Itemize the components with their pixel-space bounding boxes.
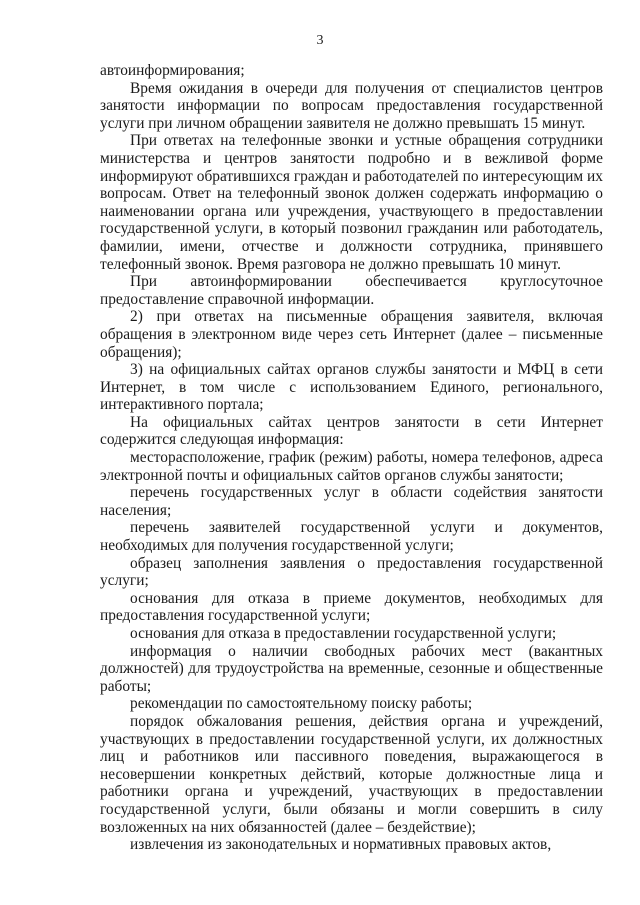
list-item-vacancies: информация о наличии свободных рабочих мест (вакантных должностей) для трудоустройства на временные, сезонные и общественные работы; [100, 642, 603, 695]
list-item-applicants-documents: перечень заявителей государственной услуги и документов, необходимых для получения государственной услуги; [100, 519, 603, 555]
list-item-appeal-procedure: порядок обжалования решения, действия органа и учреждений, участвующих в предоставлении государственной услуги, их должностных лиц и работников или пассивного поведения, выражающегося в несовершении конкретных действий, которые должностные лица и работники органа и учреждений, участвующих в предоставлении государственной услуги, были обязаны и могли совершить в силу возложенных на них обязанностей (далее – бездействие); [100, 712, 603, 836]
list-item-job-search-tips: рекомендации по самостоятельному поиску работы; [130, 695, 473, 713]
paragraph-autoinforming-tail: автоинформирования; [100, 62, 245, 79]
list-item-refusal-documents: основания для отказа в приеме документов, необходимых для предоставления государственной услуги; [100, 589, 603, 625]
paragraph-autoinforming: При автоинформировании обеспечивается круглосуточное предоставление справочной информации. [100, 273, 603, 308]
paragraph-waiting-time: Время ожидания в очереди для получения от специалистов центров занятости информации по вопросам предоставления государственной услуги при личном обращении заявителя не должно превышать 15 минут. [100, 79, 603, 132]
paragraph-written-requests: 2) при ответах на письменные обращения заявителя, включая обращения в электронном виде через сеть Интернет (далее – письменные обращения); [100, 308, 603, 361]
paragraph-phone-answers: При ответах на телефонные звонки и устные обращения сотрудники министерства и центров занятости подробно и в вежливой форме информируют обратившихся граждан и работодателей по интересующим их вопросам. Ответ на телефонный звонок должен содержать информацию о наименовании органа или учреждения, участвующего в предоставлении государственной услуги, в который позвонил гражданин или работодатель, фамилии, имени, отчестве и должности сотрудника, принявшего телефонный звонок. Время разговора не должно превышать 10 минут. [100, 132, 603, 273]
paragraph-sites-contain: На официальных сайтах центров занятости в сети Интернет содержится следующая информация: [100, 413, 603, 449]
document-body [100, 62, 603, 854]
list-item-application-sample: образец заполнения заявления о предоставления государственной услуги; [100, 554, 603, 590]
paragraph-official-sites: 3) на официальных сайтах органов службы занятости и МФЦ в сети Интернет, в том числе с использованием Единого, регионального, интерактивного портала; [100, 361, 603, 414]
list-item-services-list: перечень государственных услуг в области содействия занятости населения; [100, 484, 603, 519]
list-item-location-schedule: месторасположение, график (режим) работы, номера телефонов, адреса электронной почты и официальных сайтов органов службы занятости; [100, 449, 603, 484]
page-number: 3 [316, 33, 324, 48]
list-item-refusal-service: основания для отказа в предоставлении государственной услуги; [130, 625, 557, 642]
list-item-legal-extracts: извлечения из законодательных и нормативных правовых актов, [130, 836, 552, 854]
